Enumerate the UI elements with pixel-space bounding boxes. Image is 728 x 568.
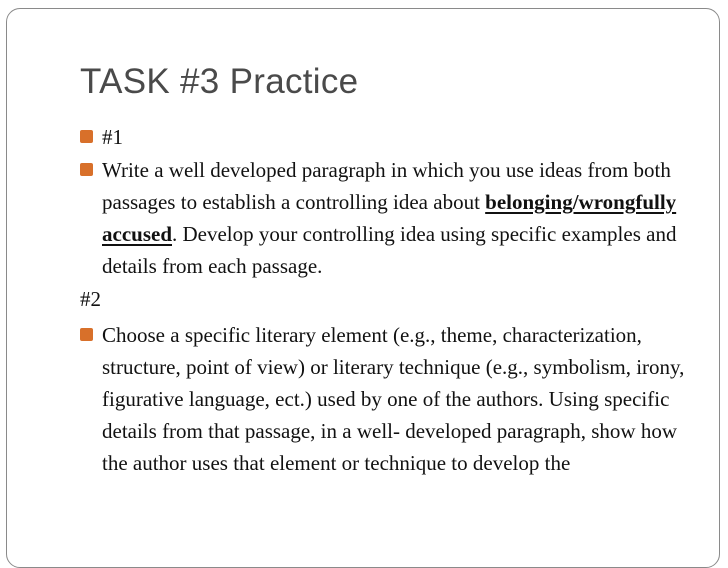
bullet-item-2-text bbox=[80, 319, 700, 479]
item-2-text: Choose a specific literary element (e.g., theme, characterization, structure, point of view) or literary technique (e.g., symbolism, irony, figurative language, ect.) used by one of the authors. Using specific details from that passage, in a well- developed paragraph, show how the author uses that element or technique to develop the bbox=[102, 323, 685, 475]
square-bullet-icon bbox=[80, 163, 93, 176]
bullet-item-1-label bbox=[80, 121, 700, 153]
square-bullet-icon bbox=[80, 130, 93, 143]
bullet-item-1-text bbox=[80, 154, 700, 282]
slide-title: TASK #3 Practice bbox=[80, 62, 359, 101]
square-bullet-icon bbox=[80, 328, 93, 341]
slide-content bbox=[80, 118, 700, 479]
item-2-label: #2 bbox=[80, 287, 101, 311]
item-1-emphasis: belonging/wrongfully accused bbox=[102, 190, 677, 246]
item-1-text-before: Write a well developed paragraph in which you use ideas from both passages to establish a controlling idea about bbox=[102, 158, 671, 214]
item-1-label: #1 bbox=[102, 125, 123, 149]
item-1-text-after: . Develop your controlling idea using specific examples and details from each passage. bbox=[102, 222, 677, 278]
